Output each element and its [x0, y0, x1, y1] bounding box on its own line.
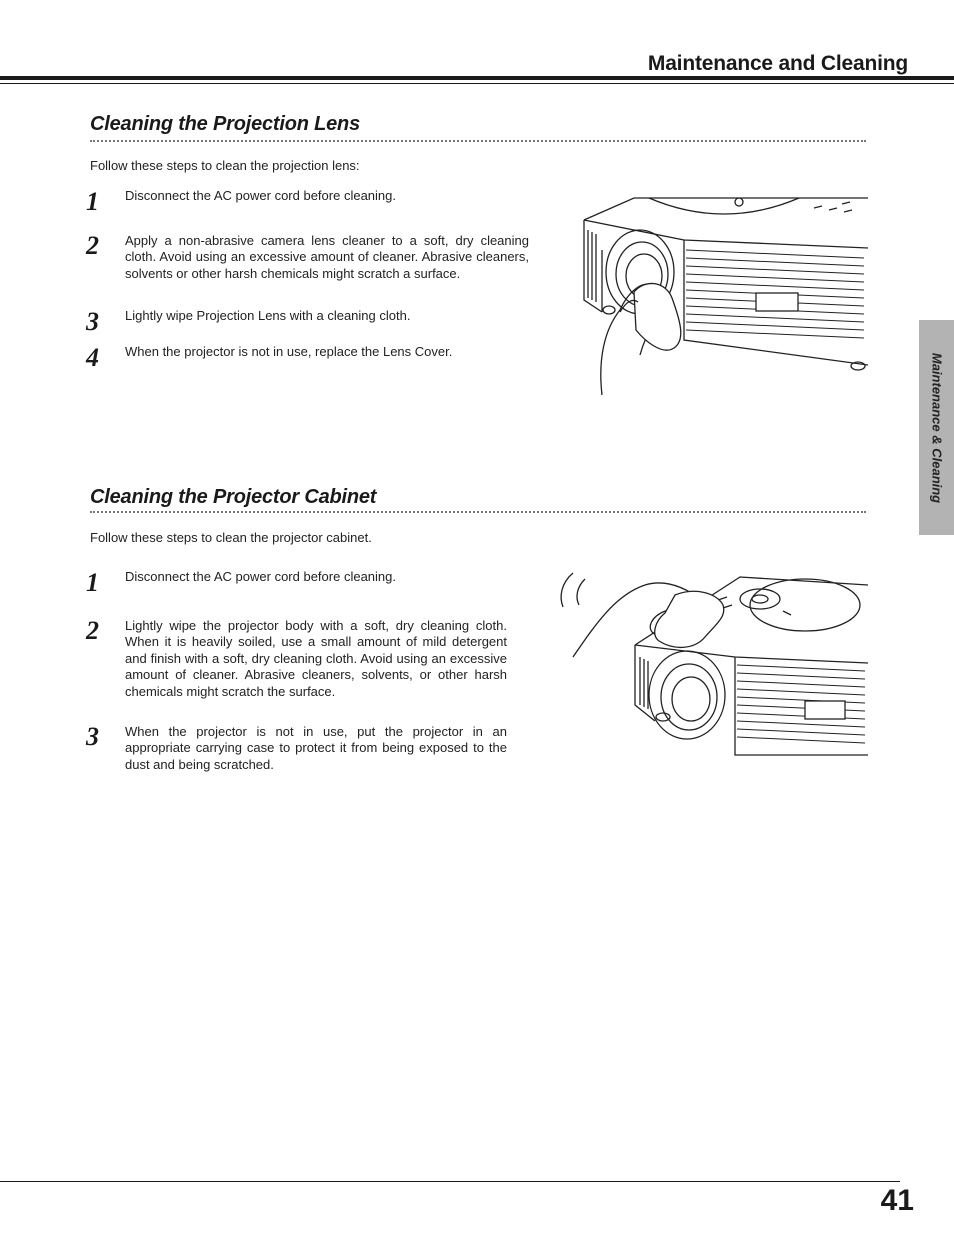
lens-step-2-number: 2 — [86, 231, 99, 260]
lens-step-3-text: Lightly wipe Projection Lens with a cleaning cloth. — [125, 308, 411, 323]
lens-section-title: Cleaning the Projection Lens — [90, 113, 360, 135]
cabinet-section-intro: Follow these steps to clean the projector cabinet. — [90, 530, 372, 545]
lens-step-2-text: Apply a non-abrasive camera lens cleaner to a soft, dry cleaning cloth. Avoid using an excessive amount of cleaner. Abrasive cleaners, solvents or other harsh chemicals might scratch a surface. — [125, 233, 529, 281]
page-header-title: Maintenance and Cleaning — [647, 52, 908, 75]
projector-lens-wipe-illustration-icon — [574, 190, 868, 395]
side-tab-label: Maintenance & Cleaning — [929, 352, 944, 503]
cabinet-step-1-text: Disconnect the AC power cord before cleaning. — [125, 569, 396, 584]
lens-section-intro: Follow these steps to clean the projection lens: — [90, 158, 360, 173]
lens-section-divider — [90, 140, 866, 142]
lens-step-1-number: 1 — [86, 187, 99, 216]
cabinet-section-divider — [90, 511, 866, 513]
projector-cabinet-wipe-illustration-icon — [555, 565, 868, 757]
lens-step-4-number: 4 — [86, 343, 99, 372]
side-tab — [919, 320, 954, 535]
header-rule — [0, 76, 954, 80]
cabinet-step-2-text: Lightly wipe the projector body with a soft, dry cleaning cloth. When it is heavily soiled, use a small amount of mild detergent and finish with a soft, dry cleaning cloth. Avoid using an excessive amount of cleaner. Abrasive cleaners, solvents, or other harsh chemicals might scratch the surface. — [125, 618, 507, 699]
lens-step-1-text: Disconnect the AC power cord before cleaning. — [125, 188, 396, 203]
cabinet-step-3-number: 3 — [86, 722, 99, 751]
footer-rule — [0, 1181, 900, 1182]
lens-step-4-text: When the projector is not in use, replace the Lens Cover. — [125, 344, 453, 359]
cabinet-step-3-text: When the projector is not in use, put the projector in an appropriate carrying case to protect it from being exposed to the dust and being scratched. — [125, 724, 507, 772]
cabinet-section-title: Cleaning the Projector Cabinet — [90, 486, 377, 508]
page-number: 41 — [880, 1184, 914, 1217]
lens-step-3-number: 3 — [86, 307, 99, 336]
cabinet-step-1-number: 1 — [86, 568, 99, 597]
cabinet-step-2-number: 2 — [86, 616, 99, 645]
header-rule-thin — [0, 83, 954, 84]
